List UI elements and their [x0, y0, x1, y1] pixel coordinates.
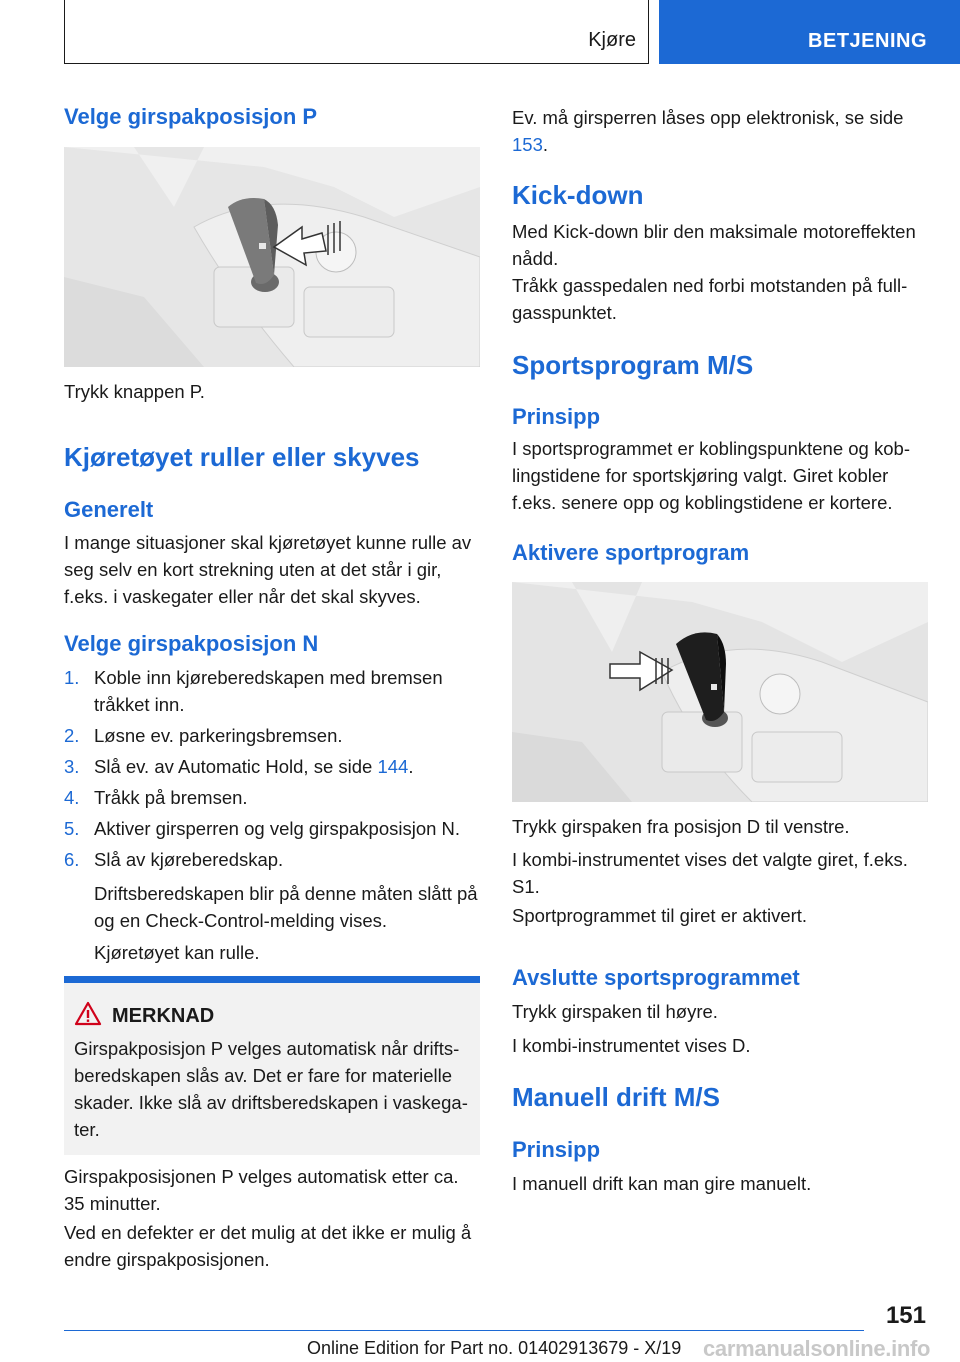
heading-velge-n: Velge girspakposisjon N: [64, 631, 319, 656]
heading-velge-p: Velge girspakposisjon P: [64, 104, 318, 129]
note-box: [64, 983, 480, 1155]
step-number: 6.: [64, 849, 80, 870]
aktivere-text-1: Trykk girspaken fra posisjon D til venstre.: [512, 816, 850, 837]
heading-sportsprogram: Sportsprogram M/S: [512, 350, 754, 380]
step-item: [64, 753, 480, 780]
step6-result-2: Kjøretøyet kan rulle.: [94, 942, 260, 963]
heading-vehicle-rolls: Kjøretøyet ruller eller skyves: [64, 442, 420, 472]
generelt-text: I mange situasjoner skal kjøretøyet kunne rulle av seg selv en kort strekning uten at det står i gir, f.eks. i vaskegater eller når det skal skyves.: [64, 532, 472, 607]
page-link-144[interactable]: 144: [377, 756, 409, 777]
after-note-text-1: Girspakposisjonen P velges automatisk etter ca. 35 minutter.: [64, 1166, 459, 1214]
heading-avslutte: Avslutte sportsprogrammet: [512, 965, 800, 990]
figure-gear-selector-sport: [512, 582, 928, 802]
heading-manuell-drift: Manuell drift M/S: [512, 1082, 720, 1112]
steps-list: [64, 664, 480, 877]
caption-press-p: Trykk knappen P.: [64, 381, 205, 402]
heading-generelt: Generelt: [64, 497, 154, 522]
watermark-logo: carmanualsonline.info: [703, 1336, 931, 1361]
kickdown-text-2: Tråkk gasspedalen ned forbi motstanden på fullgasspunktet.: [512, 275, 908, 323]
aktivere-text-3: Sportprogrammet til giret er aktivert.: [512, 905, 808, 926]
page-number: 151: [885, 1302, 926, 1329]
heading-kick-down: Kick-down: [512, 180, 644, 210]
prinsipp-text-1: I sportsprogrammet er koblingspunktene og koblingstidene for sportskjøring valgt. Giret kobler f.eks. senere opp og koblingstidene er kortere.: [512, 438, 910, 513]
heading-aktivere: Aktivere sportprogram: [512, 540, 750, 565]
gear-selector-p-illustration: [64, 147, 480, 367]
header-section-tab[interactable]: [659, 0, 960, 64]
step-number: 4.: [64, 787, 80, 808]
avslutte-text-1: Trykk girspaken til høyre.: [512, 1001, 718, 1022]
step-text: Slå ev. av Automatic Hold, se side: [94, 756, 378, 777]
step6-result-1: Driftsberedskapen blir på denne måten slått på og en Check-Control-melding vises.: [94, 883, 478, 931]
step-text-suffix: .: [408, 756, 414, 777]
heading-prinsipp-1: Prinsipp: [512, 404, 601, 429]
step-number: 5.: [64, 818, 80, 839]
after-note-text-2: Ved en defekter er det mulig at det ikke er mulig å endre girspakposisjonen.: [64, 1222, 472, 1270]
step-item: [64, 784, 480, 811]
warning-triangle-icon: [74, 1001, 102, 1026]
step-number: 2.: [64, 725, 80, 746]
note-top-bar: [64, 976, 480, 983]
girsperren-text: [512, 104, 930, 158]
step-number: 1.: [64, 667, 80, 688]
note-title: MERKNAD: [112, 1005, 215, 1027]
header-section-label: BETJENING: [808, 30, 927, 52]
girsperren-text-suffix: .: [542, 134, 549, 155]
step-item: [64, 722, 480, 749]
note-text: Girspakposisjon P velges automatisk når driftsberedskapen slås av. Det er fare for materielle skader. Ikke slå av driftsberedskapen i vaskegater.: [74, 1038, 468, 1140]
header-chapter-box: [64, 0, 649, 64]
header-chapter: Kjøre: [588, 29, 636, 51]
step-number: 3.: [64, 756, 80, 777]
step-text: Koble inn kjøreberedskapen med bremsen tråkket inn.: [94, 667, 443, 715]
girsperren-text-main: Ev. må girsperren låses opp elektronisk, se side: [512, 107, 904, 128]
step-item: [64, 846, 480, 873]
aktivere-text-2: I kombi-instrumentet vises det valgte giret, f.eks. S1.: [512, 849, 908, 897]
step-item: [64, 664, 480, 718]
avslutte-text-2: I kombi-instrumentet vises D.: [512, 1035, 751, 1056]
step-item: [64, 815, 480, 842]
step-text: Løsne ev. parkeringsbremsen.: [94, 725, 343, 746]
step-text: Tråkk på bremsen.: [94, 787, 248, 808]
gear-selector-sport-illustration: [512, 582, 928, 802]
step-text: Aktiver girsperren og velg girspakposisjon N.: [94, 818, 461, 839]
figure-gear-selector-p: [64, 147, 480, 367]
footer-divider: [64, 1330, 864, 1331]
footer-edition: Online Edition for Part no. 01402913679 - X/19: [307, 1338, 682, 1358]
step-text: Slå av kjøreberedskap.: [94, 849, 284, 870]
kickdown-text-1: Med Kick-down blir den maksimale motoreffekten nådd.: [512, 221, 916, 269]
heading-prinsipp-2: Prinsipp: [512, 1137, 601, 1162]
prinsipp-text-2: I manuell drift kan man gire manuelt.: [512, 1173, 812, 1194]
page-link-153[interactable]: 153: [512, 134, 543, 155]
